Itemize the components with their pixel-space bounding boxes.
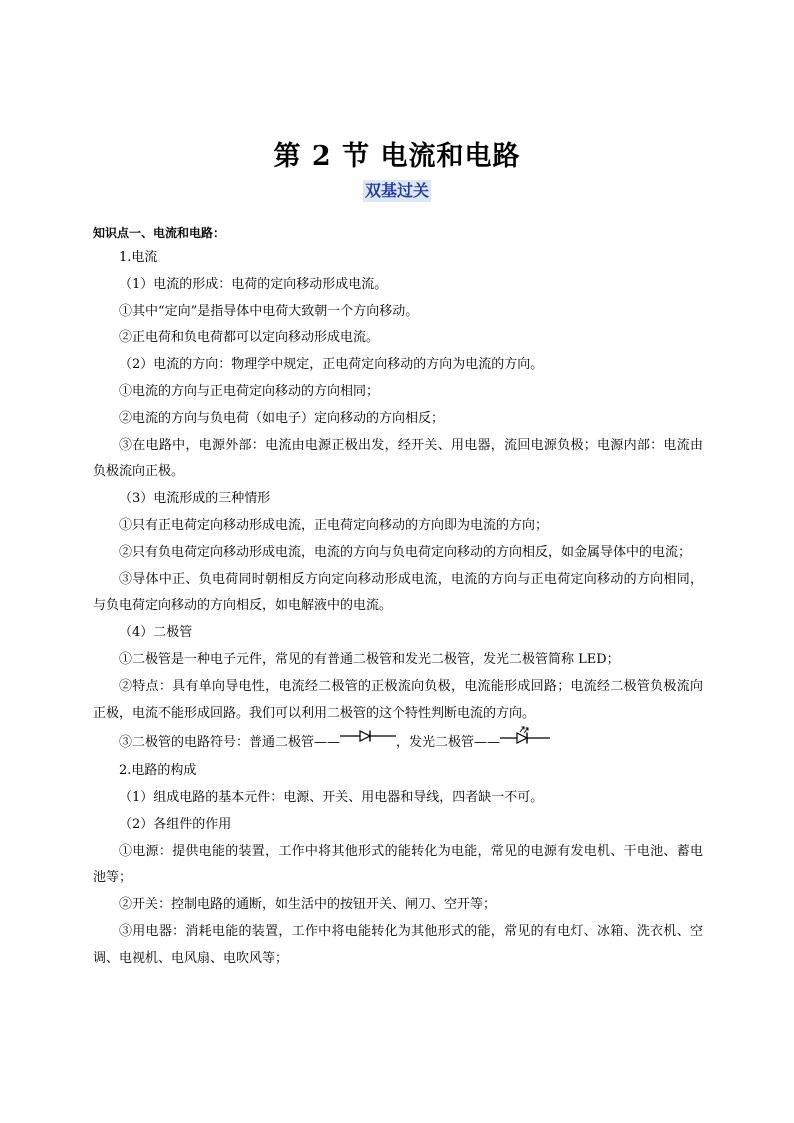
page-subtitle: [0, 180, 794, 202]
paragraph: ③在电路中，电源外部：电流由电源正极出发，经开关、用电器，流回电源负极；电源内部：电流由负极流向正极。: [93, 437, 703, 480]
paragraph: （2）电流的方向：物理学中规定，正电荷定向移动的方向为电流的方向。: [119, 357, 544, 373]
section-heading: 知识点一、电流和电路：: [93, 226, 226, 240]
symbols-middle: ，发光二极管——: [396, 735, 501, 751]
paragraph: ①只有正电荷定向移动形成电流，正电荷定向移动的方向即为电流的方向；: [119, 517, 549, 533]
paragraph: ②正电荷和负电荷都可以定向移动形成电流。: [119, 330, 380, 346]
led-symbol-icon: [500, 725, 550, 756]
paragraph: ②开关：控制电路的通断，如生活中的按钮开关、闸刀、空开等；: [119, 897, 497, 913]
paragraph: （2）各组件的作用: [119, 816, 232, 832]
paragraph: ③导体中正、负电荷同时朝相反方向定向移动形成电流，电流的方向与正电荷定向移动的方向相同，与负电荷定向移动的方向相反，如电解液中的电流。: [93, 571, 703, 614]
paragraph: ②特点：具有单向导电性，电流经二极管的正极流向负极，电流能形成回路；电流经二极管负极流向正极，电流不能形成回路。我们可以利用二极管的这个特性判断电流的方向。: [93, 678, 703, 721]
paragraph: ①二极管是一种电子元件，常见的有普通二极管和发光二极管，发光二极管简称 LED；: [119, 651, 620, 667]
paragraph: （4）二极管: [119, 625, 193, 641]
paragraph: 1.电流: [119, 250, 158, 265]
paragraph: （1）组成电路的基本元件：电源、开关、用电器和导线，四者缺一不可。: [119, 789, 544, 805]
paragraph: ①电流的方向与正电荷定向移动的方向相同；: [119, 383, 380, 399]
paragraph: ①其中“定向”是指导体中电荷大致朝一个方向移动。: [119, 303, 419, 319]
symbols-prefix: ③二极管的电路符号：普通二极管——: [119, 735, 341, 751]
document-body: [93, 221, 703, 973]
diode-symbol-icon: [340, 727, 396, 754]
diode-symbols-line: [93, 727, 703, 758]
page-title: 第 2 节 电流和电路: [273, 141, 521, 172]
subtitle-text: 双基过关: [364, 181, 429, 200]
paragraph: ③用电器：消耗电能的装置，工作中将电能转化为其他形式的能，常见的有电灯、冰箱、洗衣机、空调、电视机、电风扇、电吹风等；: [93, 923, 703, 966]
paragraph: （1）电流的形成：电荷的定向移动形成电流。: [119, 276, 388, 292]
paragraph: 2.电路的构成: [119, 763, 197, 779]
paragraph: （3）电流形成的三种情形: [119, 491, 271, 507]
paragraph: ②电流的方向与负电荷（如电子）定向移动的方向相反；: [119, 410, 445, 426]
paragraph: ②只有负电荷定向移动形成电流，电流的方向与负电荷定向移动的方向相反，如金属导体中的电流；: [119, 544, 692, 560]
paragraph: ①电源：提供电能的装置，工作中将其他形式的能转化为电能，常见的电源有发电机、干电池、蓄电池等；: [93, 843, 703, 886]
